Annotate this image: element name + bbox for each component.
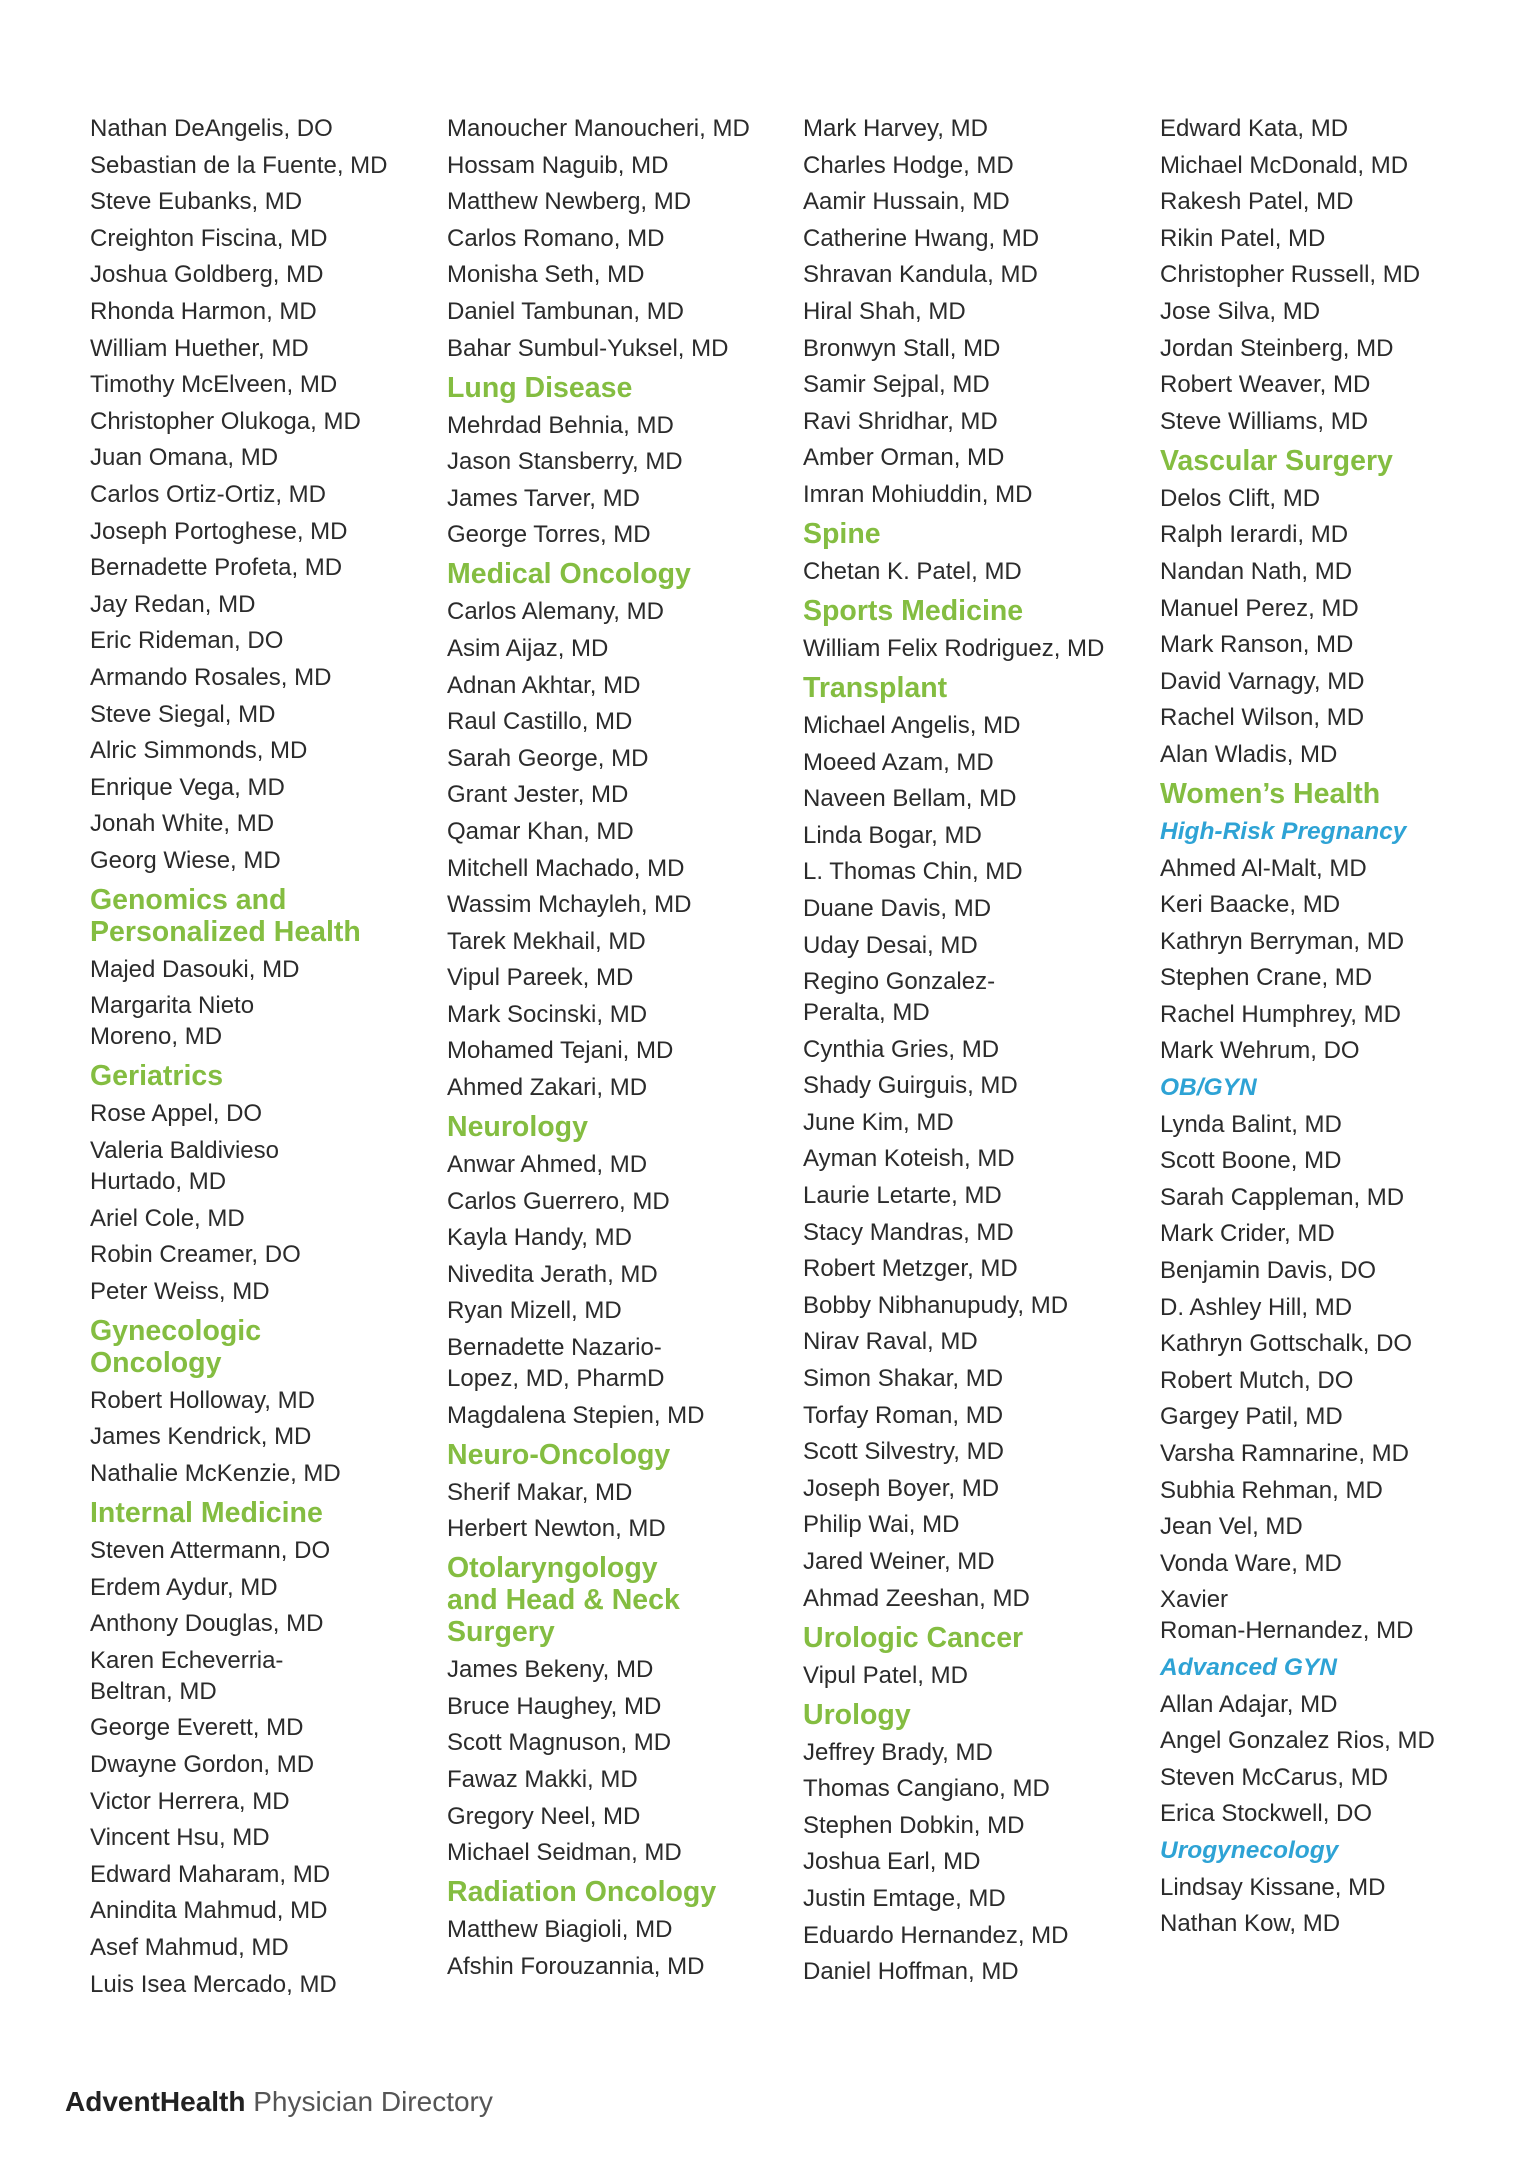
physician-name: Rhonda Harmon, MD	[90, 297, 317, 325]
physician-name: Steve Eubanks, MD	[90, 188, 303, 216]
physician-name: Ahmed Zakari, MD	[447, 1074, 648, 1102]
physician-name: Jose Silva, MD	[1160, 297, 1321, 325]
specialty-heading: Radiation Oncology	[447, 1876, 717, 1909]
physician-name: Stephen Dobkin, MD	[803, 1811, 1025, 1839]
physician-name: Joseph Portoghese, MD	[90, 517, 348, 545]
physician-name: Bobby Nibhanupudy, MD	[803, 1291, 1069, 1319]
physician-name: James Bekeny, MD	[447, 1656, 654, 1684]
text-line: Moreno, MD	[90, 1023, 223, 1051]
physician-name: Victor Herrera, MD	[90, 1787, 290, 1815]
physician-name: Enrique Vega, MD	[90, 773, 285, 801]
physician-name: Shady Guirguis, MD	[803, 1072, 1018, 1100]
physician-name: Kathryn Berryman, MD	[1160, 927, 1405, 955]
physician-name: Luis Isea Mercado, MD	[90, 1970, 337, 1998]
physician-name: Varsha Ramnarine, MD	[1160, 1440, 1409, 1467]
text-line: Gynecologic	[90, 1314, 262, 1347]
text-line: and Head & Neck	[447, 1584, 680, 1617]
physician-name: Jason Stansberry, MD	[447, 448, 683, 476]
text-line: Regino Gonzalez-	[803, 968, 996, 996]
physician-name: William Huether, MD	[90, 334, 309, 362]
physician-name: Keri Baacke, MD	[1160, 891, 1341, 919]
physician-name: Majed Dasouki, MD	[90, 955, 300, 983]
physician-name: Manuel Perez, MD	[1160, 594, 1359, 622]
physician-name: James Tarver, MD	[447, 484, 640, 512]
physician-name: June Kim, MD	[803, 1108, 954, 1136]
physician-name: Lynda Balint, MD	[1160, 1110, 1342, 1138]
physician-name: Nathan DeAngelis, DO	[90, 115, 333, 142]
physician-name: Wassim Mchayleh, MD	[447, 891, 692, 919]
physician-name: Carlos Romano, MD	[447, 224, 665, 252]
physician-name: Moeed Azam, MD	[803, 748, 994, 776]
physician-name: Mark Crider, MD	[1160, 1220, 1335, 1248]
physician-name: Gargey Patil, MD	[1160, 1403, 1343, 1431]
physician-name: Armando Rosales, MD	[90, 663, 332, 691]
physician-name: Hiral Shah, MD	[803, 297, 966, 325]
physician-name: Daniel Tambunan, MD	[447, 297, 685, 325]
physician-name: Ariel Cole, MD	[90, 1204, 245, 1232]
physician-name: Stephen Crane, MD	[1160, 964, 1373, 992]
physician-name: Kayla Handy, MD	[447, 1224, 632, 1252]
physician-name: Imran Mohiuddin, MD	[803, 480, 1033, 508]
physician-name: Michael Seidman, MD	[447, 1839, 682, 1867]
physician-name: Herbert Newton, MD	[447, 1515, 666, 1543]
physician-name: Catherine Hwang, MD	[803, 224, 1040, 252]
physician-name	[90, 1135, 388, 1197]
physician-name: Vincent Hsu, MD	[90, 1824, 270, 1852]
physician-name: L. Thomas Chin, MD	[803, 858, 1023, 886]
physician-name	[1160, 1584, 1435, 1646]
specialty-heading	[447, 1552, 750, 1648]
physician-name: Subhia Rehman, MD	[1160, 1476, 1383, 1504]
physician-name: Cynthia Gries, MD	[803, 1035, 1000, 1063]
physician-name: Scott Boone, MD	[1160, 1147, 1342, 1175]
physician-name: Aamir Hussain, MD	[803, 188, 1010, 216]
physician-name: Samir Sejpal, MD	[803, 371, 990, 399]
physician-name: Robert Weaver, MD	[1160, 371, 1371, 399]
text-line: Roman-Hernandez, MD	[1160, 1617, 1414, 1645]
physician-name: Sarah George, MD	[447, 744, 649, 772]
specialty-heading: Vascular Surgery	[1160, 444, 1393, 477]
physician-name: Matthew Biagioli, MD	[447, 1916, 673, 1944]
physician-name: Mark Harvey, MD	[803, 115, 988, 142]
physician-name: Vonda Ware, MD	[1160, 1549, 1342, 1577]
physician-name: Afshin Forouzannia, MD	[447, 1952, 705, 1980]
text-line: Otolaryngology	[447, 1552, 658, 1585]
text-line: Beltran, MD	[90, 1677, 217, 1705]
physician-name: Ravi Shridhar, MD	[803, 407, 998, 435]
physician-name: Bruce Haughey, MD	[447, 1692, 662, 1720]
physician-name	[803, 966, 1104, 1028]
physician-name: Scott Silvestry, MD	[803, 1438, 1004, 1466]
physician-name: George Torres, MD	[447, 521, 651, 549]
specialty-heading: Urologic Cancer	[803, 1621, 1024, 1654]
physician-name: Uday Desai, MD	[803, 931, 978, 959]
physician-name: Laurie Letarte, MD	[803, 1182, 1002, 1210]
physician-name: Robert Holloway, MD	[90, 1386, 315, 1414]
physician-name: Gregory Neel, MD	[447, 1802, 641, 1830]
physician-name: Steve Williams, MD	[1160, 407, 1369, 435]
specialty-heading: Geriatrics	[90, 1060, 224, 1093]
specialty-heading: Sports Medicine	[803, 594, 1024, 627]
physician-name	[90, 1645, 388, 1707]
directory-column-4	[1160, 113, 1435, 1945]
physician-name: Jonah White, MD	[90, 810, 275, 838]
physician-name: Sarah Cappleman, MD	[1160, 1183, 1405, 1211]
physician-name: Joshua Earl, MD	[803, 1848, 981, 1876]
physician-name: Nirav Raval, MD	[803, 1328, 978, 1356]
physician-name: Torfay Roman, MD	[803, 1401, 1004, 1429]
text-line: Peralta, MD	[803, 999, 930, 1027]
physician-name: Mitchell Machado, MD	[447, 854, 685, 882]
specialty-heading: Lung Disease	[447, 371, 633, 404]
physician-name: Dwayne Gordon, MD	[90, 1751, 315, 1778]
text-line: Surgery	[447, 1616, 555, 1649]
physician-name: Robert Metzger, MD	[803, 1255, 1018, 1283]
physician-name: Mark Ranson, MD	[1160, 631, 1354, 659]
physician-name: Edward Kata, MD	[1160, 115, 1349, 142]
directory-column-2	[447, 113, 750, 1987]
physician-name: Sherif Makar, MD	[447, 1478, 633, 1506]
physician-name: Timothy McElveen, MD	[90, 371, 338, 399]
physician-name: Shravan Kandula, MD	[803, 261, 1038, 289]
physician-name: Stacy Mandras, MD	[803, 1218, 1014, 1246]
physician-name: Rikin Patel, MD	[1160, 224, 1326, 252]
specialty-heading: Medical Oncology	[447, 558, 691, 591]
physician-name: Mark Wehrum, DO	[1160, 1037, 1360, 1065]
physician-name: Matthew Newberg, MD	[447, 188, 692, 216]
physician-name: Delos Clift, MD	[1160, 484, 1321, 512]
text-line: Karen Echeverria-	[90, 1646, 284, 1674]
subspecialty-heading: Urogynecology	[1160, 1836, 1339, 1864]
physician-name	[90, 990, 388, 1052]
text-line: Genomics and	[90, 883, 287, 916]
physician-name: Manoucher Manoucheri, MD	[447, 115, 750, 142]
physician-name: Adnan Akhtar, MD	[447, 671, 641, 699]
physician-name: Vipul Pareek, MD	[447, 964, 634, 992]
physician-name: Justin Emtage, MD	[803, 1884, 1006, 1912]
physician-name: Mehrdad Behnia, MD	[447, 411, 674, 439]
physician-name: Carlos Guerrero, MD	[447, 1187, 670, 1215]
physician-name	[447, 1332, 750, 1394]
physician-name: Charles Hodge, MD	[803, 151, 1014, 179]
physician-name: Jean Vel, MD	[1160, 1513, 1303, 1541]
physician-name: Christopher Olukoga, MD	[90, 407, 361, 435]
physician-name: Ahmed Al-Malt, MD	[1160, 854, 1367, 882]
physician-name: Michael McDonald, MD	[1160, 151, 1409, 179]
text-line: Oncology	[90, 1346, 222, 1379]
physician-name: Edward Maharam, MD	[90, 1860, 331, 1888]
text-line: Margarita Nieto	[90, 992, 255, 1020]
physician-name: Rachel Humphrey, MD	[1160, 1000, 1401, 1028]
physician-name: Nathan Kow, MD	[1160, 1910, 1341, 1938]
physician-name: Scott Magnuson, MD	[447, 1729, 672, 1757]
text-line: Personalized Health	[90, 915, 361, 948]
physician-name: Joseph Boyer, MD	[803, 1474, 1000, 1502]
physician-name: Fawaz Makki, MD	[447, 1766, 638, 1793]
physician-name: George Everett, MD	[90, 1714, 304, 1742]
physician-name: Raul Castillo, MD	[447, 708, 633, 736]
physician-name: Tarek Mekhail, MD	[447, 927, 646, 955]
physician-name: Philip Wai, MD	[803, 1511, 960, 1539]
specialty-heading: Neurology	[447, 1111, 588, 1144]
physician-name: Benjamin Davis, DO	[1160, 1257, 1377, 1285]
physician-name: Hossam Naguib, MD	[447, 151, 669, 179]
physician-name: Jeffrey Brady, MD	[803, 1738, 993, 1766]
physician-name: Ralph Ierardi, MD	[1160, 521, 1349, 549]
physician-name: Bahar Sumbul-Yuksel, MD	[447, 334, 729, 362]
physician-name: Carlos Alemany, MD	[447, 598, 664, 626]
physician-name: Duane Davis, MD	[803, 894, 992, 922]
physician-name: Asim Aijaz, MD	[447, 634, 609, 662]
physician-name: William Felix Rodriguez, MD	[803, 634, 1105, 662]
physician-name: Juan Omana, MD	[90, 444, 279, 472]
physician-name: Carlos Ortiz-Ortiz, MD	[90, 480, 326, 508]
physician-name: Linda Bogar, MD	[803, 821, 982, 849]
physician-name: Eduardo Hernandez, MD	[803, 1921, 1069, 1949]
physician-name: Robin Creamer, DO	[90, 1241, 301, 1269]
physician-name: Ahmad Zeeshan, MD	[803, 1584, 1030, 1612]
physician-name: Mohamed Tejani, MD	[447, 1037, 674, 1065]
physician-name: Rakesh Patel, MD	[1160, 188, 1354, 216]
physician-name: Bronwyn Stall, MD	[803, 334, 1001, 362]
specialty-heading: Neuro-Oncology	[447, 1438, 671, 1471]
physician-name: Mark Socinski, MD	[447, 1000, 648, 1028]
physician-name: Jared Weiner, MD	[803, 1548, 995, 1575]
physician-name: Jordan Steinberg, MD	[1160, 334, 1394, 362]
specialty-heading: Urology	[803, 1698, 911, 1731]
physician-name: David Varnagy, MD	[1160, 667, 1365, 695]
physician-name: Steven McCarus, MD	[1160, 1763, 1389, 1791]
specialty-heading: Transplant	[803, 671, 948, 704]
physician-name: Lindsay Kissane, MD	[1160, 1873, 1386, 1901]
footer-brand: AdventHealth	[65, 2086, 246, 2117]
subspecialty-heading: OB/GYN	[1160, 1074, 1257, 1102]
physician-name: Peter Weiss, MD	[90, 1277, 270, 1305]
text-line: Xavier	[1160, 1586, 1229, 1614]
physician-name: Rose Appel, DO	[90, 1100, 263, 1128]
text-line: Hurtado, MD	[90, 1168, 227, 1196]
physician-name: Steven Attermann, DO	[90, 1537, 331, 1565]
directory-column-3	[803, 113, 1104, 1993]
physician-name: Simon Shakar, MD	[803, 1365, 1004, 1393]
physician-name: Anindita Mahmud, MD	[90, 1897, 328, 1925]
physician-name: Angel Gonzalez Rios, MD	[1160, 1727, 1435, 1755]
physician-name: Magdalena Stepien, MD	[447, 1401, 705, 1429]
text-line: Valeria Baldivieso	[90, 1137, 279, 1165]
physician-name: Alric Simmonds, MD	[90, 737, 308, 765]
physician-name: Jay Redan, MD	[90, 590, 256, 618]
physician-name: Naveen Bellam, MD	[803, 785, 1017, 813]
physician-name: Anthony Douglas, MD	[90, 1610, 324, 1638]
physician-name: Grant Jester, MD	[447, 781, 629, 809]
physician-name: Georg Wiese, MD	[90, 846, 281, 874]
physician-name: Vipul Patel, MD	[803, 1661, 968, 1689]
physician-name: Christopher Russell, MD	[1160, 261, 1421, 289]
physician-name: Chetan K. Patel, MD	[803, 557, 1022, 585]
physician-name: Qamar Khan, MD	[447, 817, 634, 845]
subspecialty-heading: High-Risk Pregnancy	[1160, 817, 1407, 845]
text-line: Lopez, MD, PharmD	[447, 1365, 665, 1393]
physician-name: Erica Stockwell, DO	[1160, 1800, 1373, 1828]
physician-name: Robert Mutch, DO	[1160, 1366, 1354, 1394]
physician-name: Amber Orman, MD	[803, 444, 1005, 472]
physician-name: Eric Rideman, DO	[90, 627, 284, 655]
physician-name: Thomas Cangiano, MD	[803, 1775, 1050, 1803]
text-line: Bernadette Nazario-	[447, 1334, 662, 1362]
physician-name: Joshua Goldberg, MD	[90, 261, 324, 289]
physician-name: Ryan Mizell, MD	[447, 1297, 622, 1325]
physician-name: Steve Siegal, MD	[90, 700, 276, 728]
physician-name: Kathryn Gottschalk, DO	[1160, 1330, 1413, 1358]
physician-name: Allan Adajar, MD	[1160, 1690, 1338, 1718]
physician-name: Ayman Koteish, MD	[803, 1145, 1015, 1173]
physician-name: Bernadette Profeta, MD	[90, 554, 343, 582]
directory-column-1	[90, 113, 388, 2005]
physician-name: Nandan Nath, MD	[1160, 557, 1353, 585]
subspecialty-heading: Advanced GYN	[1160, 1653, 1337, 1681]
physician-name: Creighton Fiscina, MD	[90, 224, 328, 252]
specialty-heading	[90, 1315, 388, 1379]
physician-name: Michael Angelis, MD	[803, 711, 1021, 739]
specialty-heading: Women’s Health	[1160, 777, 1381, 810]
page-footer	[65, 2086, 493, 2118]
physician-name: Anwar Ahmed, MD	[447, 1151, 648, 1179]
specialty-heading: Internal Medicine	[90, 1497, 323, 1530]
physician-name: Monisha Seth, MD	[447, 261, 645, 289]
physician-name: Alan Wladis, MD	[1160, 740, 1338, 768]
footer-title: Physician Directory	[253, 2086, 493, 2117]
physician-name: James Kendrick, MD	[90, 1423, 312, 1451]
physician-name: Asef Mahmud, MD	[90, 1933, 289, 1961]
physician-name: Daniel Hoffman, MD	[803, 1958, 1019, 1986]
physician-name: Sebastian de la Fuente, MD	[90, 151, 388, 179]
physician-name: D. Ashley Hill, MD	[1160, 1293, 1353, 1321]
physician-name: Rachel Wilson, MD	[1160, 704, 1365, 732]
physician-name: Nivedita Jerath, MD	[447, 1260, 658, 1288]
specialty-heading: Spine	[803, 517, 881, 550]
physician-name: Erdem Aydur, MD	[90, 1573, 278, 1601]
physician-name: Nathalie McKenzie, MD	[90, 1460, 341, 1488]
specialty-heading	[90, 884, 388, 948]
